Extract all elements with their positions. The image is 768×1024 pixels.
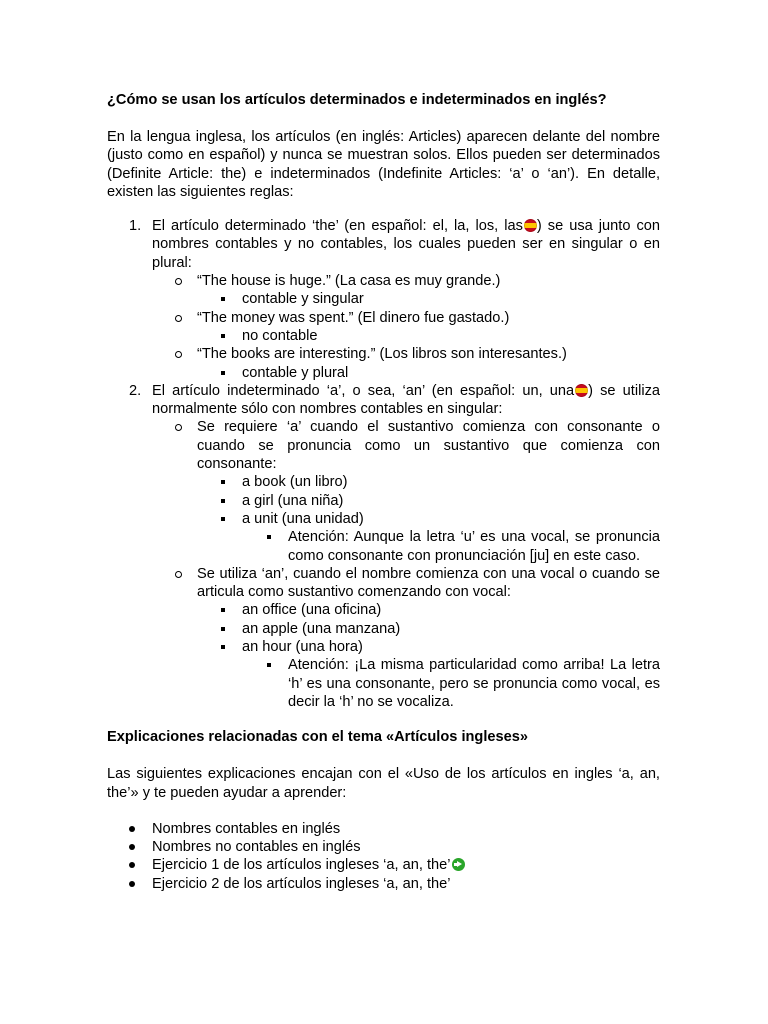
rule-1-examples bbox=[152, 272, 660, 382]
list-item: an apple (una manzana) bbox=[197, 620, 660, 638]
list-item: “The money was spent.” (El dinero fue gastado.) no contable bbox=[152, 309, 660, 346]
bullet-icon bbox=[129, 881, 135, 887]
related-heading: Explicaciones relacionadas con el tema «Artículos ingleses» bbox=[107, 729, 528, 746]
list-item: a girl (una niña) bbox=[197, 492, 660, 510]
circle-bullet-icon bbox=[175, 315, 182, 322]
related-link-item[interactable] bbox=[107, 856, 660, 874]
list-item: an hour (una hora) Atención: ¡La misma particularidad como arriba! La letra ‘h’ es una consonante, pero se pronuncia como vocal, es decir la ‘h’ no se vocaliza. bbox=[197, 638, 660, 711]
list-item: a book (un libro) bbox=[197, 473, 660, 491]
intro-paragraph: En la lengua inglesa, los artículos (en inglés: Articles) aparecen delante del nombre (justo como en español) y nunca se muestran solos. Ellos pueden ser determinados (Definite Article: the) e indeterminados (Indefinite Articles: ‘a’ o ‘an’). En detalle, existen las siguientes reglas: bbox=[107, 129, 660, 200]
bullet-icon bbox=[129, 844, 135, 850]
list-item: Atención: ¡La misma particularidad como arriba! La letra ‘h’ es una consonante, pero se pronuncia como vocal, es decir la ‘h’ no se vocaliza. bbox=[242, 656, 660, 711]
square-bullet-icon bbox=[221, 371, 225, 375]
related-link-item[interactable] bbox=[107, 820, 660, 838]
rule-2 bbox=[107, 382, 660, 711]
list-item: “The house is huge.” (La casa es muy grande.) contable y singular bbox=[152, 272, 660, 309]
list-item: Atención: Aunque la letra ‘u’ es una vocal, se pronuncia como consonante con pronunciación [ju] en este caso. bbox=[242, 528, 660, 565]
rule-1 bbox=[107, 217, 660, 382]
list-item: Se requiere ‘a’ cuando el sustantivo comienza con consonante o cuando se pronuncia como un sustantivo que comienza con consonante: a book (un libro) a girl (una niña) a unit (una unidad) Atención: Aunque la letra ‘u’ es una vocal, se pronuncia como consonante con pronunciación [ju] en este caso. bbox=[152, 418, 660, 564]
square-bullet-icon bbox=[221, 480, 225, 484]
related-link[interactable]: Nombres no contables en inglés bbox=[152, 839, 361, 856]
green-arrow-icon[interactable] bbox=[452, 858, 465, 871]
list-item: contable y plural bbox=[197, 364, 660, 382]
rule-2-text: El artículo indeterminado ‘a’, o sea, ‘an’ (en español: un, una ) se utiliza normalmente sólo con nombres contables en singular: bbox=[152, 382, 660, 418]
square-bullet-icon bbox=[221, 517, 225, 521]
circle-bullet-icon bbox=[175, 571, 182, 578]
spain-flag-icon bbox=[575, 384, 588, 397]
square-bullet-icon bbox=[267, 663, 271, 667]
related-link[interactable]: Ejercicio 1 de los artículos ingleses ‘a, an, the’ bbox=[152, 857, 451, 874]
circle-bullet-icon bbox=[175, 351, 182, 358]
square-bullet-icon bbox=[221, 499, 225, 503]
square-bullet-icon bbox=[221, 645, 225, 649]
related-link-item[interactable] bbox=[107, 875, 660, 893]
related-link-item[interactable] bbox=[107, 838, 660, 856]
list-item: Se utiliza ‘an’, cuando el nombre comienza con una vocal o cuando se articula como sustantivo comenzando con vocal: an office (una oficina) an apple (una manzana) an hour (una hora) Atención: ¡La misma particularidad como arriba! La letra ‘h’ es una consonante, pero se pronuncia como vocal, es decir la ‘h’ no se vocaliza. bbox=[152, 565, 660, 711]
related-intro: Las siguientes explicaciones encajan con el «Uso de los artículos en ingles ‘a, an, the’» y te pueden ayudar a aprender: bbox=[107, 766, 660, 801]
bullet-icon bbox=[129, 862, 135, 868]
spain-flag-icon bbox=[524, 219, 537, 232]
related-link[interactable]: Ejercicio 2 de los artículos ingleses ‘a, an, the’ bbox=[152, 875, 451, 892]
bullet-icon bbox=[129, 826, 135, 832]
square-bullet-icon bbox=[221, 627, 225, 631]
circle-bullet-icon bbox=[175, 278, 182, 285]
list-number: 2. bbox=[129, 382, 142, 399]
list-item: an office (una oficina) bbox=[197, 601, 660, 619]
rule-1-text: El artículo determinado ‘the’ (en español: el, la, los, las ) se usa junto con nombres contables y no contables, los cuales pueden ser en singular o en plural: bbox=[152, 218, 660, 271]
list-item: no contable bbox=[197, 327, 660, 345]
related-links-list bbox=[107, 820, 660, 893]
page-title: ¿Cómo se usan los artículos determinados e indeterminados en inglés? bbox=[107, 92, 607, 108]
square-bullet-icon bbox=[221, 297, 225, 301]
list-number: 1. bbox=[129, 218, 142, 235]
square-bullet-icon bbox=[221, 608, 225, 612]
circle-bullet-icon bbox=[175, 424, 182, 431]
document-page bbox=[107, 90, 660, 893]
square-bullet-icon bbox=[221, 334, 225, 338]
list-item: a unit (una unidad) Atención: Aunque la letra ‘u’ es una vocal, se pronuncia como consonante con pronunciación [ju] en este caso. bbox=[197, 510, 660, 565]
list-item: “The books are interesting.” (Los libros son interesantes.) contable y plural bbox=[152, 345, 660, 382]
related-link[interactable]: Nombres contables en inglés bbox=[152, 820, 341, 837]
square-bullet-icon bbox=[267, 535, 271, 539]
list-item: contable y singular bbox=[197, 290, 660, 308]
rule-2-cases bbox=[152, 418, 660, 711]
rules-list bbox=[107, 217, 660, 711]
